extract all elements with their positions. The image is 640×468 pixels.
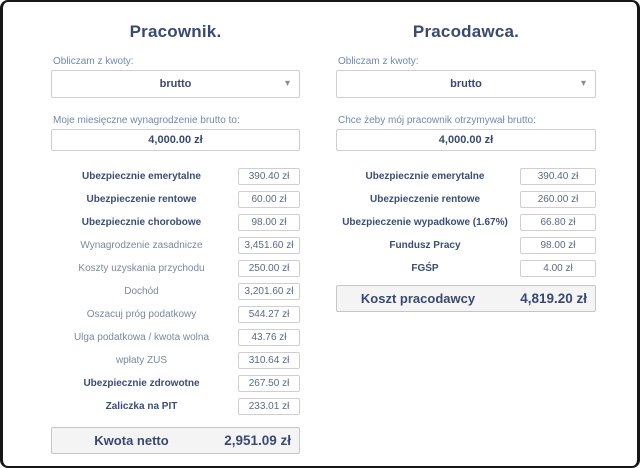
row-label: Ubezpiecznie emerytalne bbox=[82, 171, 201, 182]
row-value-box: 3,201.60 zł bbox=[238, 283, 300, 300]
row-value-box: 250.00 zł bbox=[238, 260, 300, 277]
table-row bbox=[51, 398, 300, 415]
row-value-box: 310.64 zł bbox=[238, 352, 300, 369]
breakdown-rows bbox=[336, 168, 596, 277]
row-label: Zaliczka na PIT bbox=[105, 401, 178, 412]
row-label: Ubezpiecznie zdrowotne bbox=[83, 378, 200, 389]
table-row bbox=[51, 191, 300, 208]
employer-cost-box bbox=[336, 285, 596, 312]
select-value: brutto bbox=[450, 78, 482, 90]
row-value-box: 4.00 zł bbox=[520, 260, 596, 277]
row-value-box: 43.76 zł bbox=[238, 329, 300, 346]
table-row bbox=[51, 306, 300, 323]
row-label: FGŚP bbox=[411, 263, 439, 274]
row-label: Koszty uzyskania przychodu bbox=[78, 263, 205, 274]
row-value-box: 60.00 zł bbox=[238, 191, 300, 208]
row-label: Fundusz Pracy bbox=[389, 240, 461, 251]
row-label: wpłaty ZUS bbox=[115, 355, 168, 366]
table-row bbox=[51, 237, 300, 254]
row-value-box: 98.00 zł bbox=[238, 214, 300, 231]
total-label: Koszt pracodawcy bbox=[360, 291, 476, 306]
table-row bbox=[51, 329, 300, 346]
row-label: Dochód bbox=[124, 286, 159, 297]
calc-from-label: Obliczam z kwoty: bbox=[53, 56, 134, 67]
chevron-down-icon: ▾ bbox=[580, 78, 586, 90]
gross-amount-input[interactable] bbox=[336, 129, 596, 151]
row-value-box: 260.00 zł bbox=[520, 191, 596, 208]
amount-type-select[interactable] bbox=[51, 70, 300, 98]
gross-amount-label: Moje miesięczne wynagrodzenie brutto to: bbox=[53, 115, 240, 126]
table-row bbox=[336, 191, 596, 208]
table-row bbox=[51, 283, 300, 300]
row-value-box: 390.40 zł bbox=[238, 168, 300, 185]
amount-type-select[interactable] bbox=[336, 70, 596, 98]
table-row bbox=[51, 352, 300, 369]
row-label: Ubezpieczenie wypadkowe (1.67%) bbox=[342, 217, 508, 228]
table-row bbox=[336, 214, 596, 231]
total-label: Kwota netto bbox=[94, 433, 169, 448]
row-label: Oszacuj próg podatkowy bbox=[86, 309, 197, 320]
row-value-box: 3,451.60 zł bbox=[238, 237, 300, 254]
calc-from-label: Obliczam z kwoty: bbox=[338, 56, 419, 67]
table-row bbox=[336, 260, 596, 277]
chevron-down-icon: ▾ bbox=[284, 78, 290, 90]
row-label: Ubezpiecznie emerytalne bbox=[365, 171, 485, 182]
row-label: Ubezpieczenie rentowe bbox=[369, 194, 481, 205]
row-value-box: 98.00 zł bbox=[520, 237, 596, 254]
table-row bbox=[336, 237, 596, 254]
row-label: Ulga podatkowa / kwota wolna bbox=[73, 332, 210, 343]
row-value-box: 267.50 zł bbox=[238, 375, 300, 392]
select-value: brutto bbox=[159, 78, 192, 90]
table-row bbox=[51, 168, 300, 185]
row-label: Ubezpiecznie chorobowe bbox=[81, 217, 202, 228]
column-pracodawca bbox=[336, 18, 596, 312]
breakdown-rows bbox=[51, 168, 300, 415]
gross-amount-input[interactable] bbox=[51, 129, 300, 151]
table-row bbox=[51, 375, 300, 392]
page-title: Pracownik. bbox=[129, 22, 222, 41]
row-value-box: 66.80 zł bbox=[520, 214, 596, 231]
row-label: Ubezpieczenie rentowe bbox=[86, 194, 197, 205]
total-value: 2,951.09 zł bbox=[224, 433, 291, 448]
row-value-box: 544.27 zł bbox=[238, 306, 300, 323]
row-value-box: 390.40 zł bbox=[520, 168, 596, 185]
table-row bbox=[51, 260, 300, 277]
row-value-box: 233.01 zł bbox=[238, 398, 300, 415]
page-title: Pracodawca. bbox=[412, 22, 520, 41]
table-row bbox=[51, 214, 300, 231]
net-total-box bbox=[51, 427, 300, 454]
row-label: Wynagrodzenie zasadnicze bbox=[80, 240, 203, 251]
total-value: 4,819.20 zł bbox=[520, 291, 587, 306]
column-pracownik bbox=[51, 18, 300, 454]
table-row bbox=[336, 168, 596, 185]
gross-amount-label: Chce żeby mój pracownik otrzymywał brutto: bbox=[338, 115, 536, 126]
